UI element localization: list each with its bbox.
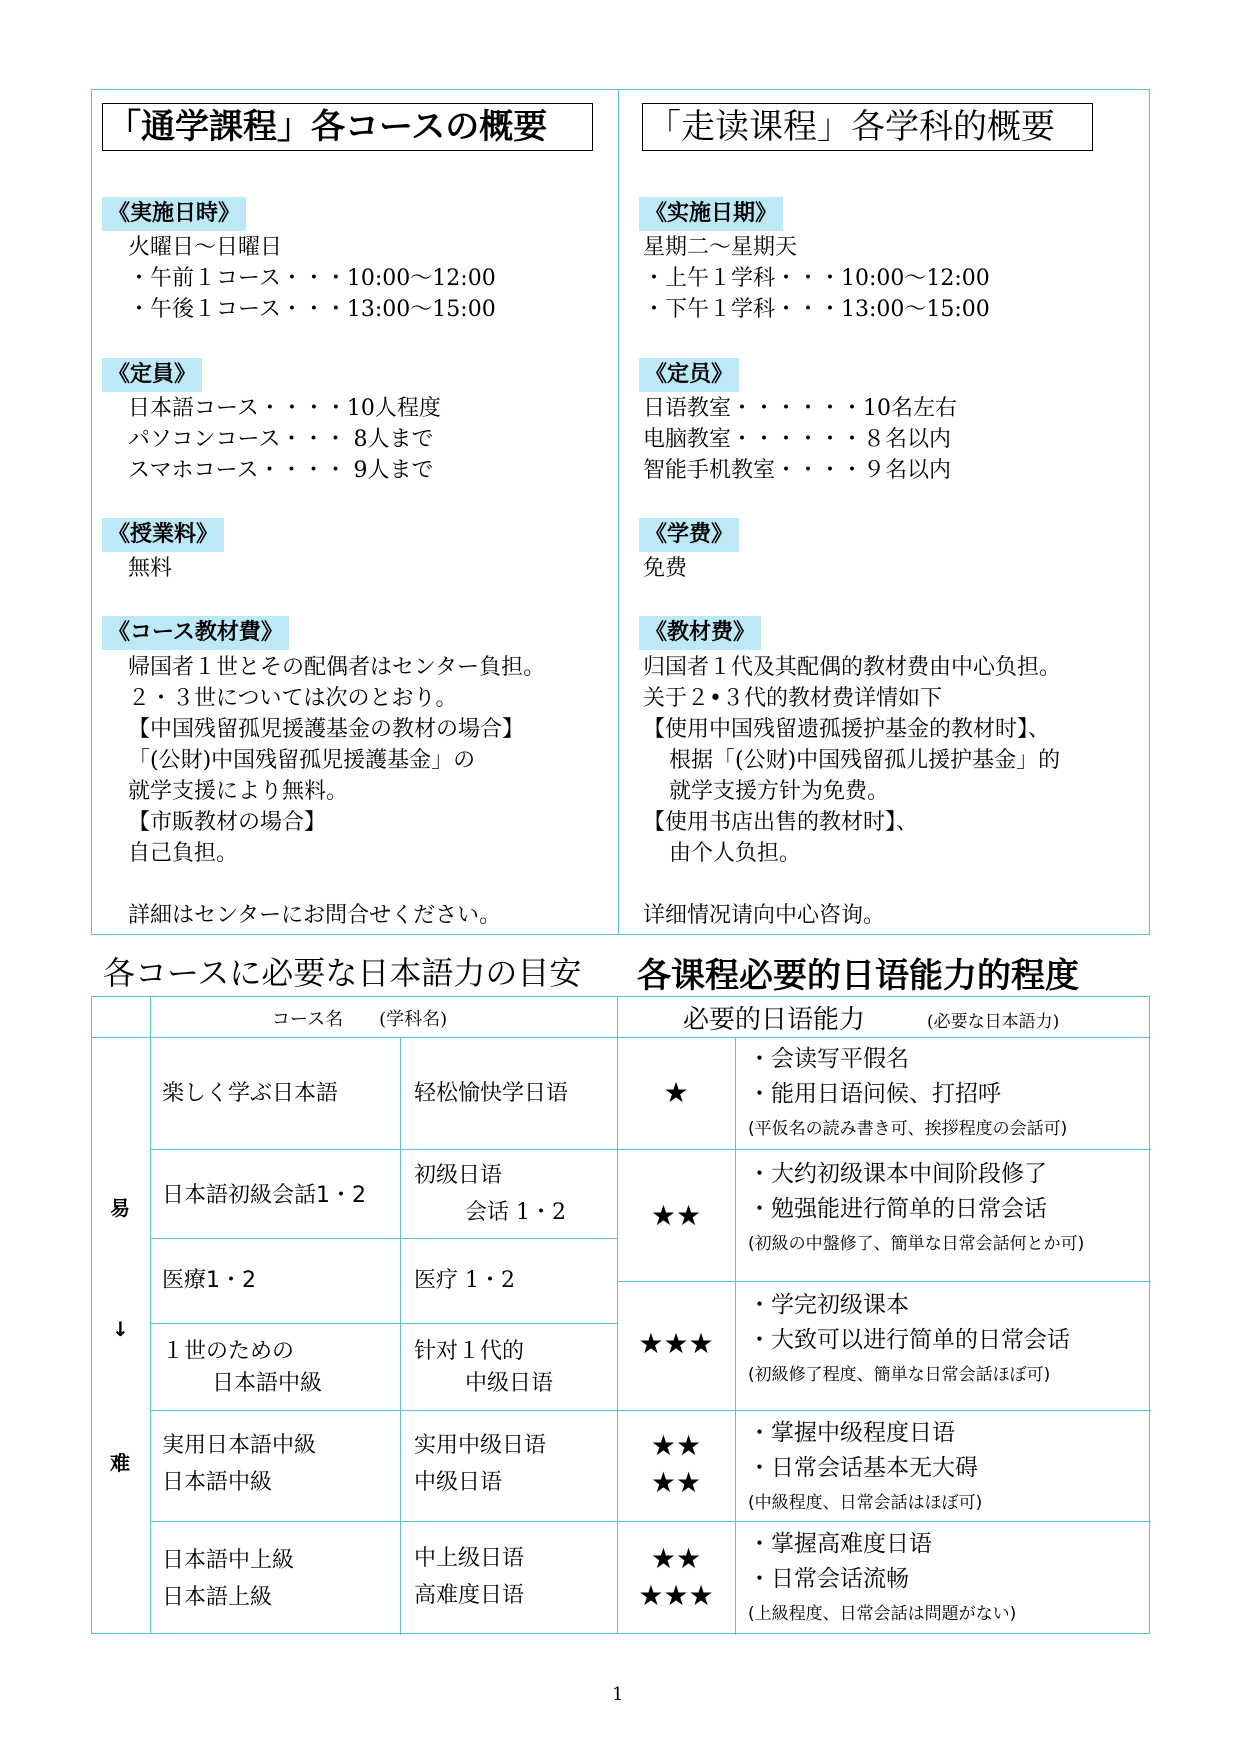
ability-note: (初級修了程度、簡単な日常会話ほぼ可) (748, 1365, 1051, 1385)
ability-line: ・勉强能进行简单的日常会话 (748, 1196, 1047, 1222)
course-cn: 高难度日语 (414, 1583, 525, 1608)
table-vline (735, 1037, 736, 1635)
ability-note: (中級程度、日常会話はほぼ可) (748, 1493, 983, 1513)
jp-materials-label: 《コース教材費》 (102, 616, 289, 650)
table-vline (400, 1037, 401, 1635)
ability-note: (上級程度、日常会話は問題がない) (748, 1604, 1017, 1624)
jp-schedule-line: 火曜日～日曜日 (128, 235, 283, 260)
ability-line: ・大致可以进行简单的日常会话 (748, 1327, 1070, 1353)
chinese-heading: 「走读课程」各学科的概要 (642, 103, 1093, 151)
cn-materials-line: 根据「(公财)中国残留孤儿援护基金」的 (669, 748, 1061, 773)
cn-materials-line: 关于２•３代的教材费详情如下 (643, 686, 942, 711)
table-hline (150, 1238, 617, 1239)
cn-schedule-line: 星期二～星期天 (643, 235, 798, 260)
ability-line: ・日常会话流畅 (748, 1566, 909, 1592)
cn-materials-line: 就学支援方针为免费。 (669, 779, 890, 804)
ability-line: ・能用日语问候、打招呼 (748, 1081, 1001, 1107)
japanese-level-title: 各コースに必要な日本語力の目安 (103, 954, 582, 992)
header-ability-sub: (必要な日本語力) (927, 1012, 1060, 1032)
cn-tuition-line: 免费 (643, 556, 688, 581)
cn-schedule-label: 《实施日期》 (639, 197, 783, 231)
course-cn: 中级日语 (465, 1371, 554, 1396)
star-rating: ★ (663, 1076, 689, 1109)
japanese-column (92, 90, 618, 934)
cn-materials-line: 【使用中国残留遗孤援护基金的教材时】、 (643, 717, 1051, 742)
chinese-level-title: 各课程必要的日语能力的程度 (637, 956, 1079, 996)
ability-line: ・大约初级课本中间阶段修了 (748, 1161, 1047, 1187)
course-jp: 日本語中級 (162, 1470, 273, 1495)
jp-schedule-line: ・午前１コース・・・10:00～12:00 (128, 266, 496, 291)
cn-schedule-line: ・上午１学科・・・10:00～12:00 (643, 266, 990, 291)
course-jp: 医療1・2 (162, 1268, 256, 1293)
star-rating: ★★ (650, 1466, 702, 1499)
jp-tuition-label: 《授業料》 (102, 518, 224, 552)
jp-materials-line: ２・３世については次のとおり。 (128, 686, 458, 711)
course-cn: 中上级日语 (414, 1546, 525, 1571)
japanese-heading: 「通学課程」各コースの概要 (102, 103, 593, 151)
course-jp: 日本語初級会話1・2 (162, 1183, 366, 1208)
jp-capacity-label: 《定員》 (102, 358, 202, 392)
ability-line: ・日常会话基本无大碍 (748, 1455, 978, 1481)
cn-capacity-label: 《定员》 (639, 358, 739, 392)
jp-schedule-label: 《実施日時》 (102, 197, 246, 231)
jp-materials-line: 帰国者１世とその配偶者はセンター負担。 (128, 655, 546, 680)
ability-note: (初級の中盤修了、簡単な日常会話何とか可) (748, 1234, 1085, 1254)
ability-note: (平仮名の読み書き可、挨拶程度の会話可) (748, 1119, 1068, 1139)
ability-line: ・学完初级课本 (748, 1292, 909, 1318)
course-jp: 楽しく学ぶ日本語 (162, 1081, 339, 1106)
course-jp: 日本語中級 (212, 1371, 323, 1396)
ease-easy: 易 (110, 1196, 130, 1220)
table-hline (617, 1281, 1151, 1282)
jp-tuition-line: 無料 (128, 556, 173, 581)
course-jp: 日本語上級 (162, 1585, 273, 1610)
ease-arrow: ↓ (112, 1317, 129, 1341)
jp-capacity-line: 日本語コース・・・・10人程度 (128, 396, 441, 421)
jp-materials-line: 【中国残留孤児援護基金の教材の場合】 (128, 717, 525, 742)
table-hline (150, 1149, 1151, 1150)
table-hline (150, 1410, 1151, 1411)
jp-materials-line: 詳細はセンターにお問合せください。 (128, 903, 502, 928)
course-jp: １世のための (162, 1339, 295, 1364)
cn-materials-line: 由个人负担。 (669, 841, 802, 866)
jp-schedule-line: ・午後１コース・・・13:00～15:00 (128, 297, 496, 322)
jp-materials-line: 就学支援により無料。 (128, 779, 349, 804)
cn-materials-line: 【使用书店出售的教材时】、 (643, 810, 919, 835)
table-vline (150, 997, 151, 1633)
star-rating: ★★★ (638, 1579, 714, 1612)
star-rating: ★★★ (638, 1327, 714, 1360)
star-rating: ★★ (650, 1429, 702, 1462)
cn-capacity-line: 日语教室・・・・・・10名左右 (643, 396, 957, 421)
star-rating: ★★ (650, 1542, 702, 1575)
page-number: 1 (612, 1684, 624, 1705)
cn-schedule-line: ・下午１学科・・・13:00～15:00 (643, 297, 990, 322)
star-rating: ★★ (650, 1199, 702, 1232)
table-hline (150, 1323, 617, 1324)
ability-line: ・掌握高难度日语 (748, 1531, 932, 1557)
cn-capacity-line: 智能手机教室・・・・９名以内 (643, 458, 952, 483)
cn-capacity-line: 电脑教室・・・・・・８名以内 (643, 427, 952, 452)
header-course: コース名 (学科名) (272, 1009, 448, 1030)
jp-capacity-line: スマホコース・・・・ 9人まで (128, 458, 434, 483)
jp-materials-line: 「(公財)中国残留孤児援護基金」の (128, 748, 476, 773)
course-cn: 医疗 1・2 (414, 1268, 515, 1293)
ability-line: ・掌握中级程度日语 (748, 1420, 955, 1446)
course-cn: 轻松愉快学日语 (414, 1081, 569, 1106)
jp-capacity-line: パソコンコース・・・ 8人まで (128, 427, 434, 452)
ease-hard: 难 (110, 1451, 130, 1475)
course-cn: 中级日语 (414, 1470, 503, 1495)
course-cn: 会话 1・2 (465, 1200, 566, 1225)
cn-materials-label: 《教材费》 (639, 616, 761, 650)
cn-materials-line: 详细情况请向中心咨询。 (643, 903, 886, 928)
jp-materials-line: 自己負担。 (128, 841, 239, 866)
ability-line: ・会读写平假名 (748, 1046, 909, 1072)
cn-materials-line: 归国者１代及其配偶的教材费由中心负担。 (643, 655, 1062, 680)
course-cn: 针对１代的 (414, 1339, 525, 1364)
level-table (91, 996, 1150, 1634)
cn-tuition-label: 《学费》 (639, 518, 739, 552)
table-hline (150, 1521, 1151, 1522)
course-cn: 实用中级日语 (414, 1433, 547, 1458)
course-jp: 日本語中上級 (162, 1548, 295, 1573)
jp-materials-line: 【市販教材の場合】 (128, 810, 327, 835)
chinese-column (619, 90, 1149, 934)
course-jp: 実用日本語中級 (162, 1433, 317, 1458)
table-hline (92, 1037, 1149, 1038)
course-cn: 初级日语 (414, 1163, 503, 1188)
course-overview-box (91, 89, 1150, 935)
header-ability: 必要的日语能力 (683, 1005, 866, 1035)
